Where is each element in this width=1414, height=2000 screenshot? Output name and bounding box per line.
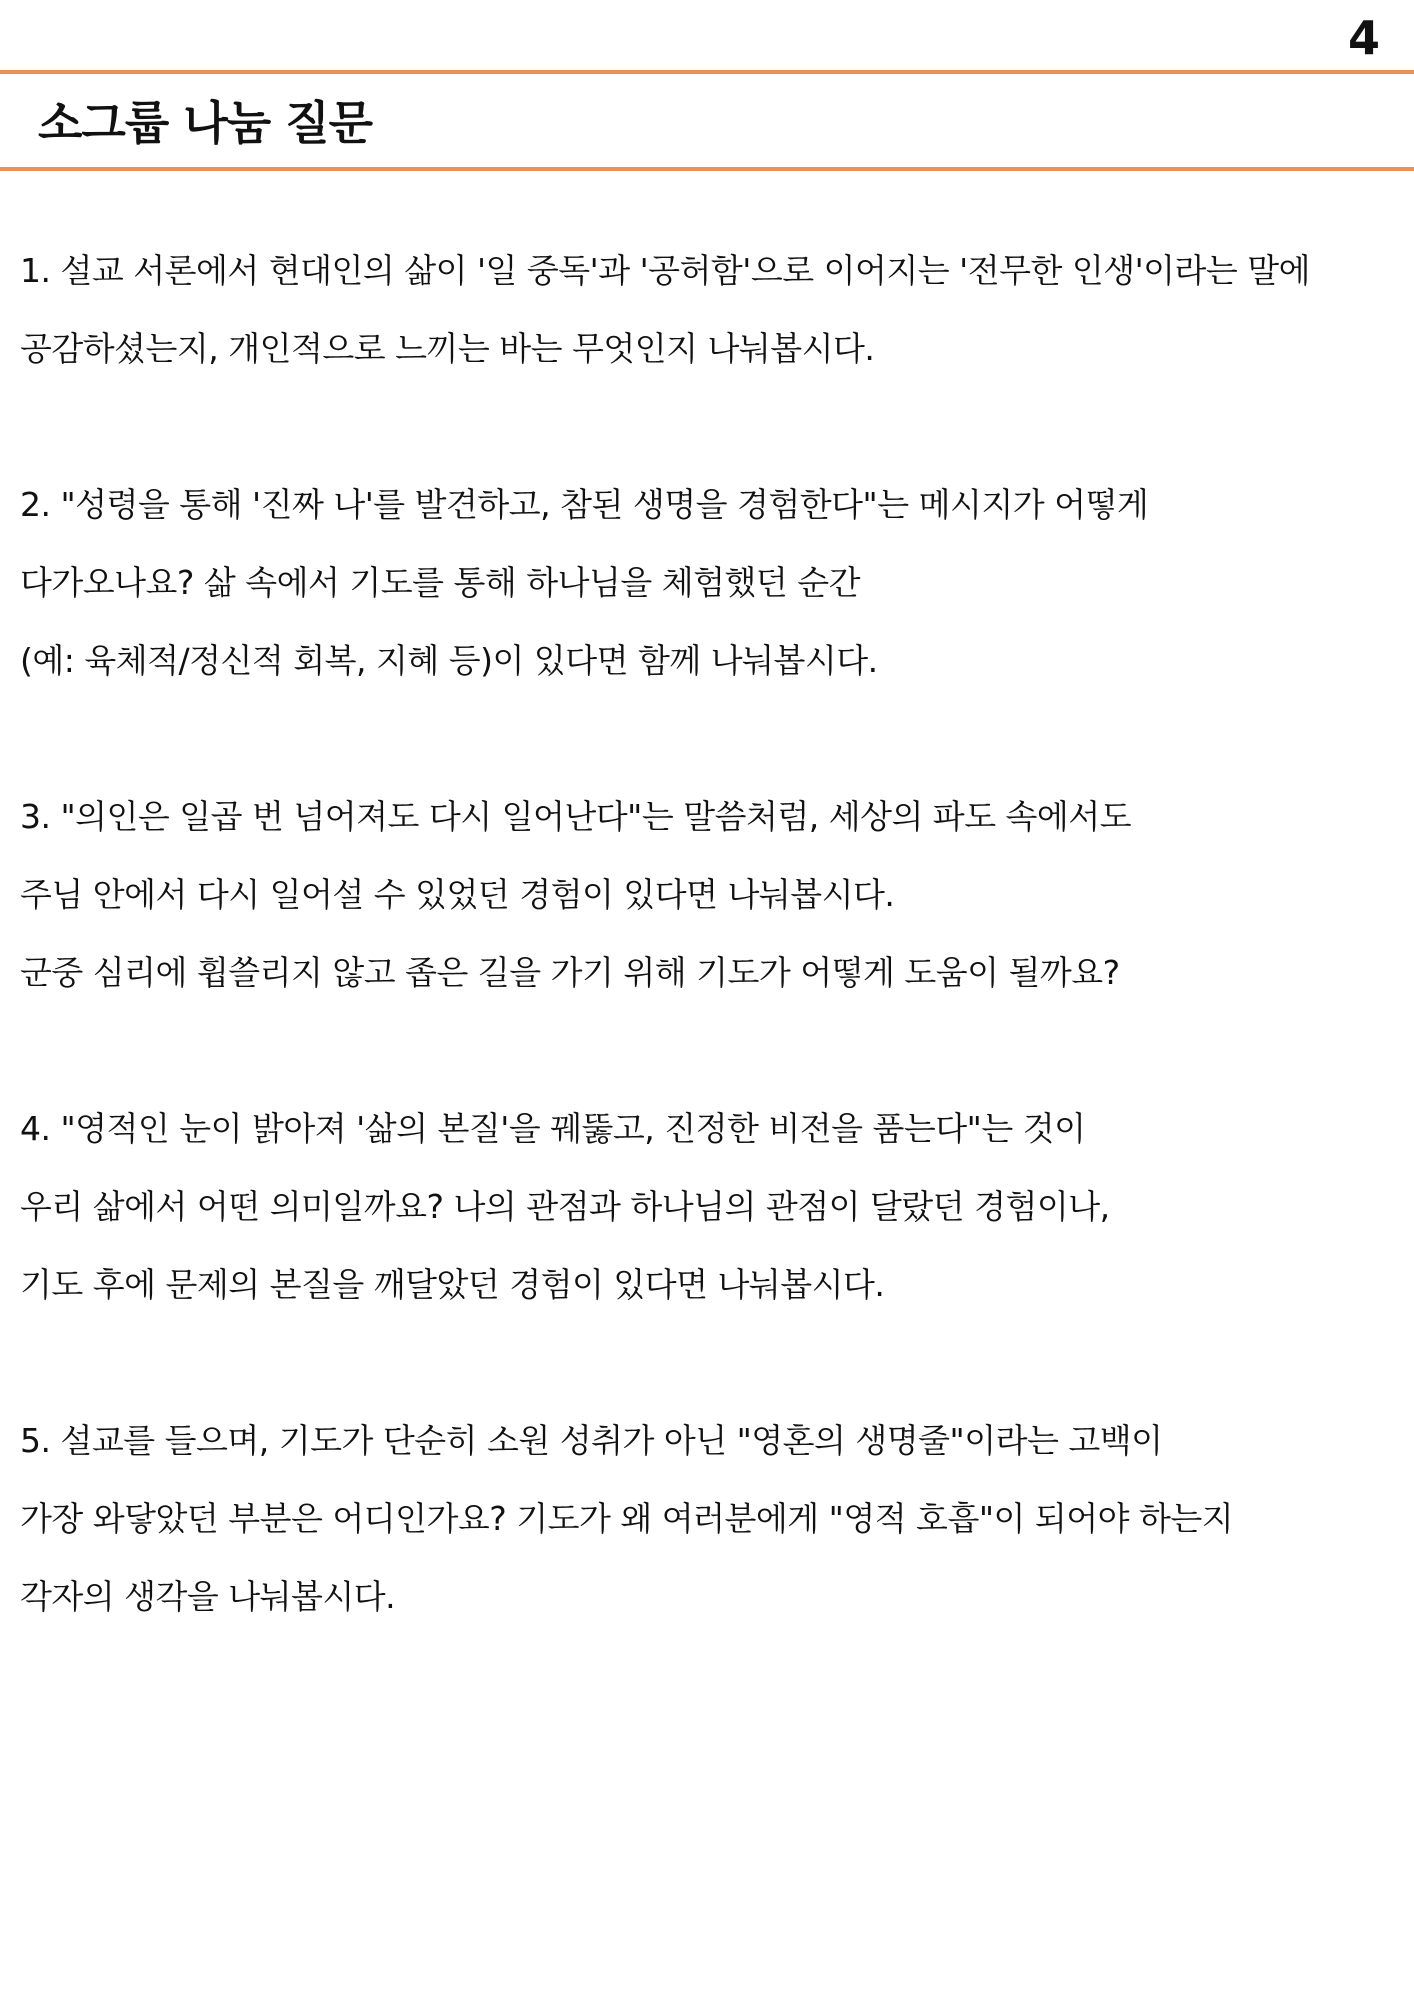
question-3 xyxy=(20,778,1400,1012)
question-line: 우리 삶에서 어떤 의미일까요? 나의 관점과 하나님의 관점이 달랐던 경험이나, xyxy=(20,1187,1110,1226)
question-line: 공감하셨는지, 개인적으로 느끼는 바는 무엇인지 나눠봅시다. xyxy=(20,329,875,368)
question-line: 주님 안에서 다시 일어설 수 있었던 경험이 있다면 나눠봅시다. xyxy=(20,875,895,914)
question-line: 가장 와닿았던 부분은 어디인가요? 기도가 왜 여러분에게 "영적 호흡"이 되어야 하는지 xyxy=(20,1499,1234,1538)
question-5 xyxy=(20,1402,1400,1636)
question-1 xyxy=(20,232,1400,388)
question-list xyxy=(20,232,1400,1714)
header-top-rule xyxy=(0,70,1414,74)
question-4 xyxy=(20,1090,1400,1324)
question-line: 5. 설교를 들으며, 기도가 단순히 소원 성취가 아닌 "영혼의 생명줄"이라는 고백이 xyxy=(20,1421,1163,1460)
question-line: 3. "의인은 일곱 번 넘어져도 다시 일어난다"는 말씀처럼, 세상의 파도 속에서도 xyxy=(20,797,1132,836)
page-number: 4 xyxy=(1347,11,1380,65)
question-line: 4. "영적인 눈이 밝아져 '삶의 본질'을 꿰뚫고, 진정한 비전을 품는다"는 것이 xyxy=(20,1109,1086,1148)
question-line: 군중 심리에 휩쓸리지 않고 좁은 길을 가기 위해 기도가 어떻게 도움이 될까요? xyxy=(20,953,1120,992)
question-line: 기도 후에 문제의 본질을 깨달았던 경험이 있다면 나눠봅시다. xyxy=(20,1265,885,1304)
question-line: 각자의 생각을 나눠봅시다. xyxy=(20,1577,396,1616)
page-title: 소그룹 나눔 질문 xyxy=(38,96,373,150)
question-2 xyxy=(20,466,1400,700)
question-line: 2. "성령을 통해 '진짜 나'를 발견하고, 참된 생명을 경험한다"는 메시지가 어떻게 xyxy=(20,485,1149,524)
header-bottom-rule xyxy=(0,167,1414,171)
question-line: 다가오나요? 삶 속에서 기도를 통해 하나님을 체험했던 순간 xyxy=(20,563,861,602)
question-line: 1. 설교 서론에서 현대인의 삶이 '일 중독'과 '공허함'으로 이어지는 '전무한 인생'이라는 말에 xyxy=(20,251,1311,290)
question-line: (예: 육체적/정신적 회복, 지혜 등)이 있다면 함께 나눠봅시다. xyxy=(20,641,878,680)
